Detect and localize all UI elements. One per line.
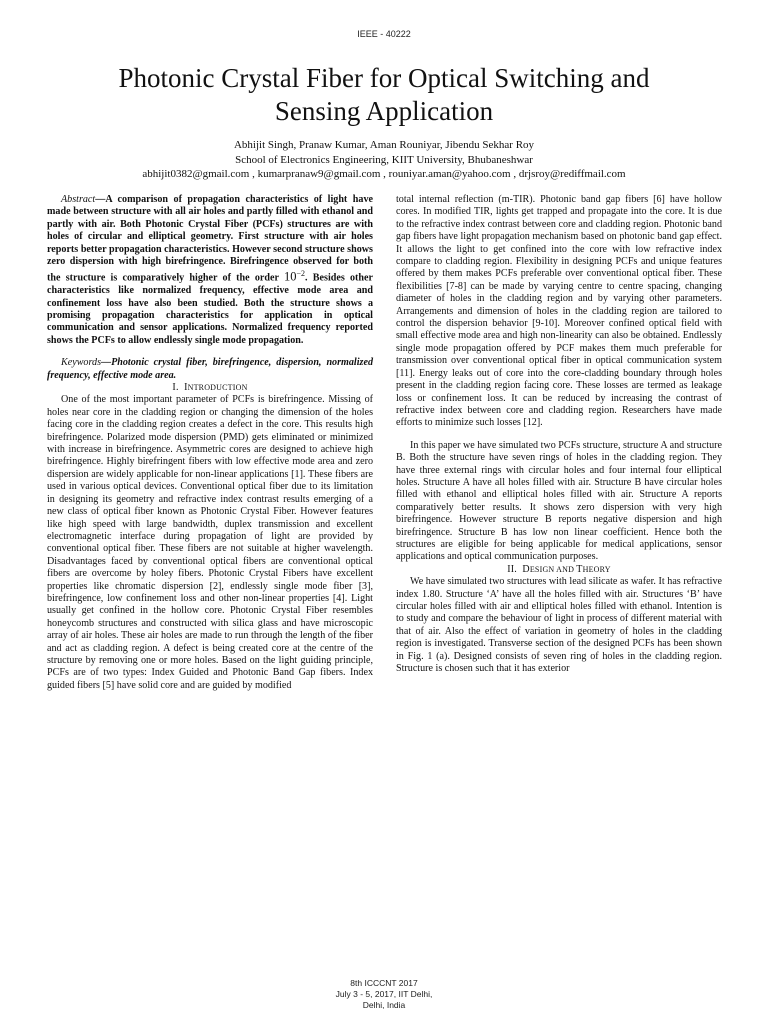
conference-footer — [0, 978, 768, 1011]
left-column — [47, 194, 373, 692]
conference-id-header: IEEE - 40222 — [357, 29, 411, 39]
footer-location: Delhi, India — [362, 1000, 406, 1010]
paper-title — [40, 62, 728, 128]
author-block — [40, 138, 728, 182]
keywords-text: Photonic crystal fiber, birefringence, dispersion, normalized frequency, effective mode area. — [47, 357, 373, 381]
birefringence-order-base: 10 — [284, 269, 297, 284]
introduction-paragraph-2: In this paper we have simulated two PCFs structure, structure A and structure B. Both the structure have seven rings of holes in the cladding region. They have three external rings with circular holes and four internal four elliptical holes. Structure A have all holes filled with air. Structure B have circular holes filled with ethanol and elliptical holes filled with air. Structure A reports comparatively better results. It shows zero dispersion with very high birefringence. However structure B reports negative dispersion and high birefringence. Structure B has low non linear coefficient. Hence both the structures are eligible for being applicable for medical applications, sensor applications and optical communication purposes. — [396, 439, 722, 563]
abstract-dash: — — [95, 194, 106, 205]
section-heading-design-theory: II. DESIGN AND THEORY — [507, 563, 611, 575]
section-heading-introduction: I. INTRODUCTION — [172, 382, 248, 394]
introduction-paragraph: One of the most important parameter of PCFs is birefringence. Missing of holes near core in the cladding region or changing the dimension of the holes facing core in the cladding region creates a defect in the core. This results high birefringence. Polarized mode dispersion (PMD) gets eliminated or minimized with increase in birefringence. Asymmetric cores are designed to achieve high birefringence. Highly birefringent fibers with low effective mode area and zero dispersion are widely applicable for non-linear applications [1]. These fibers are used in various optical devices. Conventional optical fiber due to its limitation in designing its geometry and refractive index contrast results emerging of a new class of optical fiber known as Photonic Crystal Fiber. However features like high speed with large bandwidth, duplex transmission and excellent electromagnetic interface during propagation of light are provided by conventional optical fiber. These fibers are not suitable at higher wavelength. Disadvantages faced by conventional optical fibers are conventional optical fibers are overcome by holey fibers. Photonic Crystal Fibers have excellent properties like chromatic dispersion [2], endlessly single mode fiber [3], birefringence, low confinement loss and other non-linear properties [4]. Light usually get confined in the hollow core. Photonic Crystal Fiber resembles honeycomb structures and constructed with silica glass and have microscopic array of air holes. These air holes are made to run through the length of the fiber and act as cladding region. A defect is being created core at the centre of the structure by removing one or more holes. Based on the light guiding principle, PCFs are of two types: Index Guided and Photonic Band Gap fibers. Index guided fibers [5] have solid core and are guided by modified — [47, 394, 373, 691]
title-line-2: Sensing Application — [274, 96, 494, 126]
abstract-label: Abstract — [61, 194, 96, 205]
design-theory-paragraph: We have simulated two structures with lead silicate as wafer. It has refractive index 1.80. Structure ‘A’ have all the holes filled with air. Structures ‘B’ have circular holes filled with air and elliptical holes filled with ethanol. Intention is to study and compare the behaviour of light in process of different material with that of air. Also the effect of variation in geometry of holes in the cladding region is investigated. Transverse section of the designed PCFs has been shown in Fig. 1 (a). Designed consists of seven ring of holes in the cladding region. Structure is chosen such that it has exterior — [396, 576, 722, 675]
keywords — [47, 357, 373, 382]
author-emails: abhijit0382@gmail.com , kumarpranaw9@gmail.com , rouniyar.aman@yahoo.com , drjsroy@rediffmail.com — [142, 168, 626, 180]
footer-dates: July 3 - 5, 2017, IIT Delhi, — [335, 989, 433, 999]
author-names: Abhijit Singh, Pranaw Kumar, Aman Rouniyar, Jibendu Sekhar Roy — [233, 139, 535, 151]
author-affiliation: School of Electronics Engineering, KIIT University, Bhubaneshwar — [235, 153, 533, 166]
introduction-paragraph-continued: total internal reflection (m-TIR). Photonic band gap fibers [6] have hollow cores. In modified TIR, lights get trapped and propagate into the core. It is due to the refractive index contrast between core and cladding region. Photonic band gap fibers have light propagation mechanism based on photonic band gap effect. It allows the light to get confined into the core with low refractive index compare to cladding region. Flexibility in designing PCFs and unique features offered by them makes PCFs preferable over conventional optical fiber. These flexibilities [7-8] can be made by varying centre to centre spacing, changing diameter of holes in the cladding region and by varying other parameters. Arrangements and dimension of holes in the cladding region are tailored to control the dispersion behavior [9-10]. Moreover confined optical field with small effective mode area and high non-linearity can also be obtained. Endlessly single mode propagation offered by PCF makes them much preferable for transmission over conventional optical fiber in optical communication system [11]. Energy leaks out of core into the core-cladding boundary through holes present in the cladding region facing core. These losses are termed as leakage loss or confinement loss. It can be reduced by increasing the contrast of refractive index between core and cladding region. Researchers have made efforts to minimize such losses [12]. — [396, 194, 722, 429]
title-line-1: Photonic Crystal Fiber for Optical Switching and — [118, 63, 650, 93]
abstract-text-part1: A comparison of propagation characteristics of light have made between structure with all air holes and partly filled with ethanol and partly with air. Both Photonic Crystal Fiber (PCFs) structures are with holes of circular and elliptical geometry. First structure with air holes reports better propagation characteristics. However second structure shows zero dispersion with high birefringence. Birefringence observed for both the structure is comparatively higher of the order — [47, 194, 373, 284]
birefringence-order-exponent: −2 — [296, 269, 306, 279]
keywords-dash: — — [101, 357, 112, 369]
right-column — [396, 194, 722, 675]
footer-conference: 8th ICCCNT 2017 — [350, 978, 418, 988]
abstract — [47, 194, 373, 347]
abstract-text-part2: . Besides other characteristics like normalized frequency, effective mode area and confinement loss have also been studied. Both the structure shows a promising propagation characteristics for application in optical communication and sensor applications. Normalized frequency reported shows the PCFs to allow endlessly single mode propagation. — [47, 272, 373, 346]
keywords-label: Keywords — [61, 357, 102, 369]
